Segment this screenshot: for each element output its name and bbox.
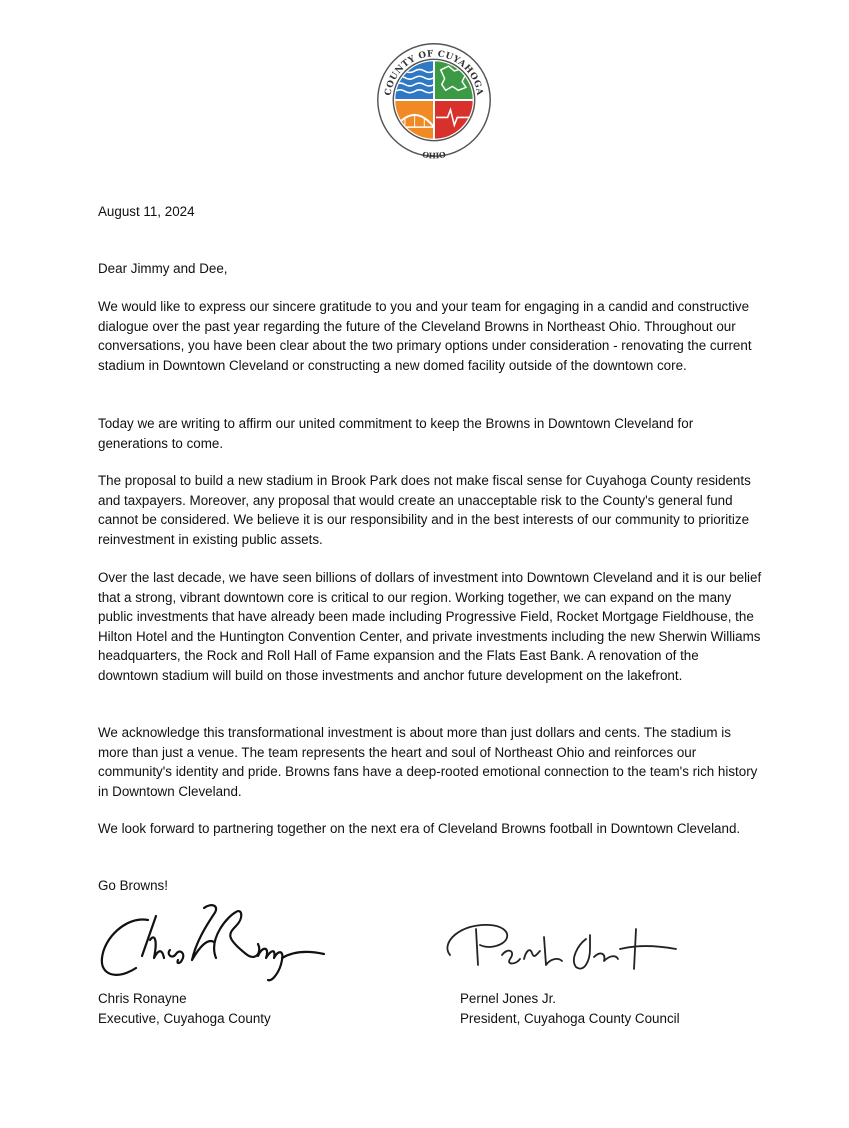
letter-paragraph: We look forward to partnering together on the next era of Cleveland Browns football in Downtown Cleveland. (98, 821, 741, 836)
letter-salutation: Dear Jimmy and Dee, (98, 261, 228, 276)
letter-paragraph: We acknowledge this transformational investment is about more than just dollars and cents. The stadium is more than just a venue. The team represents the heart and soul of Northeast Ohio and reinforces our community's identity and pride. Browns fans have a deep-rooted emotional connection to the team's rich history in Downtown Cleveland. (98, 725, 758, 799)
letter-paragraph: The proposal to build a new stadium in Brook Park does not make fiscal sense for Cuyahoga County residents and taxpayers. Moreover, any proposal that would create an unacceptable risk to the County's general fund cannot be considered. We believe it is our responsibility and in the best interests of our community to prioritize reinvestment in existing public assets. (98, 473, 751, 547)
signatory-name: Chris Ronayne (98, 991, 187, 1006)
signatory-title: Executive, Cuyahoga County (98, 1011, 271, 1026)
signature-chris-ronayne (96, 898, 328, 990)
letter-date: August 11, 2024 (98, 204, 195, 219)
letter-paragraph: Over the last decade, we have seen billions of dollars of investment into Downtown Cleveland and it is our belief that a strong, vibrant downtown core is critical to our region. Working together, we can expand on the many public investments that have already been made including Progressive Field, Rocket Mortgage Fieldhouse, the Hilton Hotel and the Huntington Convention Center, and private investments including the new Sherwin Williams headquarters, the Rock and Roll Hall of Fame expansion and the Flats East Bank. A renovation of the downtown stadium will build on those investments and anchor future development on the lakefront. (98, 570, 762, 683)
signatory-name: Pernel Jones Jr. (460, 991, 557, 1006)
signatory-block (98, 989, 271, 1029)
county-seal-logo (371, 35, 497, 165)
letter-closing: Go Browns! (98, 878, 168, 893)
seal-bottom-text: OHIO (421, 150, 447, 161)
letter-paragraph: We would like to express our sincere gratitude to you and your team for engaging in a candid and constructive dialogue over the past year regarding the future of the Cleveland Browns in Northeast Ohio. Throughout our conversations, you have been clear about the two primary options under consideration - renovating the current stadium in Downtown Cleveland or constructing a new domed facility outside of the downtown core. (98, 299, 752, 373)
signatory-block (460, 989, 680, 1029)
letter-paragraph: Today we are writing to affirm our united commitment to keep the Browns in Downtown Cleveland for generations to come. (98, 416, 694, 451)
signatory-title: President, Cuyahoga County Council (460, 1011, 680, 1026)
signature-pernel-jones (440, 915, 690, 985)
svg-text:OHIO (421, 150, 446, 160)
seal-top-text: COUNTY OF CUYAHOGA (383, 49, 485, 97)
